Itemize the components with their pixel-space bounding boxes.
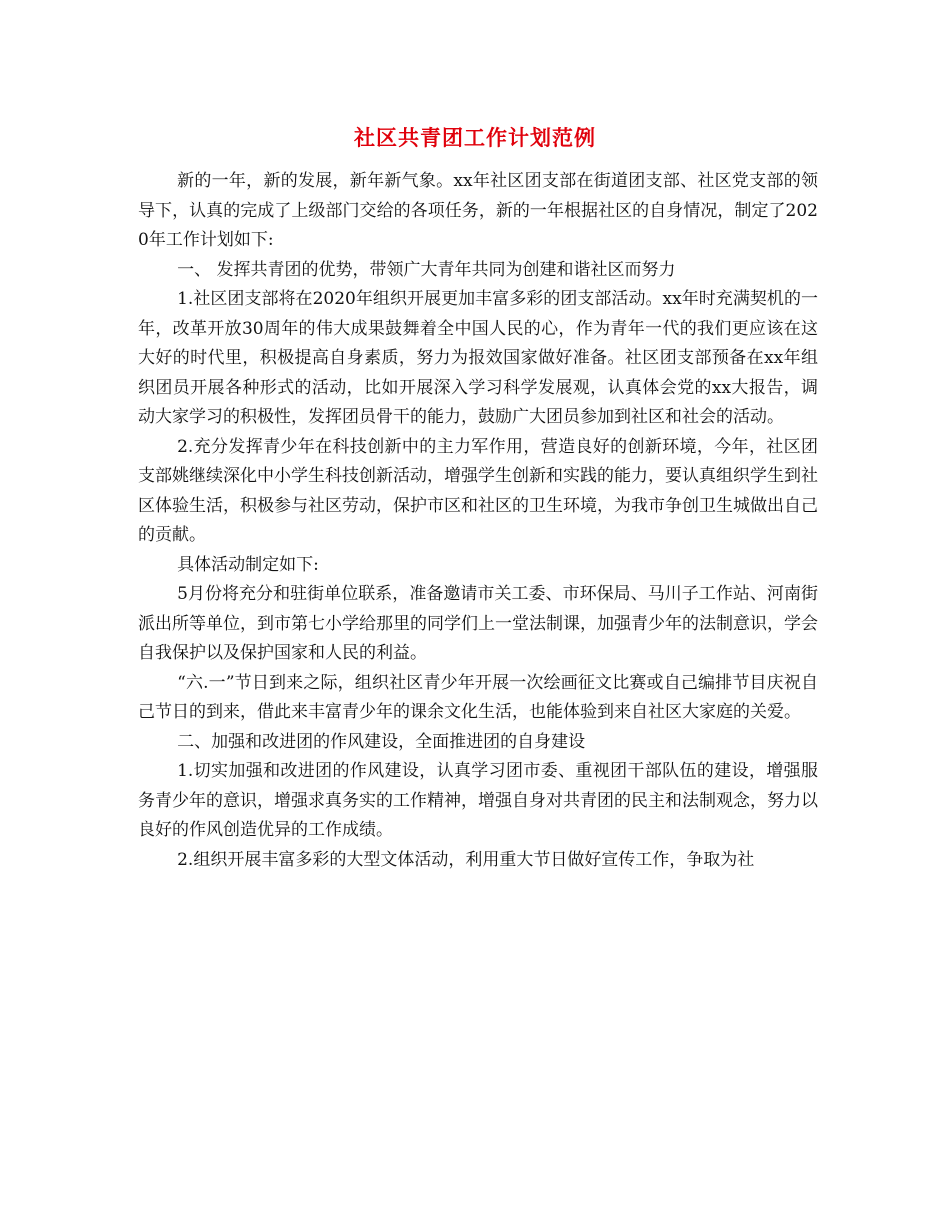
heading-section-2: 二、加强和改进团的作风建设，全面推进团的自身建设 xyxy=(177,731,586,752)
paragraph-2-2: 2.组织开展丰富多彩的大型文体活动，利用重大节日做好宣传工作，争取为社 xyxy=(177,849,755,870)
paragraph-2-1: 1.切实加强和改进团的作风建设，认真学习团市委、重视团干部队伍的建设，增强服务青少年的意识，增强求真务实的工作精神，增强自身对共青团的民主和法制观念，努力以良好的作风创造优异的工作成绩。 xyxy=(138,761,818,840)
paragraph-activities-heading: 具体活动制定如下: xyxy=(177,554,319,575)
paragraph-1-2: 2.充分发挥青少年在科技创新中的主力军作用，营造良好的创新环境，今年，社区团支部姚继续深化中小学生科技创新活动，增强学生创新和实践的能力，要认真组织学生到社区体验生活，积极参与社区劳动，保护市区和社区的卫生环境，为我市争创卫生城做出自己的贡献。 xyxy=(138,436,818,545)
paragraph-may-activity: 5月份将充分和驻街单位联系，准备邀请市关工委、市环保局、马川子工作站、河南街派出所等单位，到市第七小学给那里的同学们上一堂法制课，加强青少年的法制意识，学会自我保护以及保护国家和人民的利益。 xyxy=(138,584,818,663)
paragraph-june-activity: “六.一”节日到来之际，组织社区青少年开展一次绘画征文比赛或自己编排节目庆祝自己节日的到来，借此来丰富青少年的课余文化生活，也能体验到来自社区大家庭的关爱。 xyxy=(138,672,818,722)
heading-section-1: 一、 发挥共青团的优势，带领广大青年共同为创建和谐社区而努力 xyxy=(177,259,676,280)
document-title: 社区共青团工作计划范例 xyxy=(354,126,596,150)
document-body xyxy=(138,167,818,875)
paragraph-1-1: 1.社区团支部将在2020年组织开展更加丰富多彩的团支部活动。xx年时充满契机的一年，改革开放30周年的伟大成果鼓舞着全中国人民的心，作为青年一代的我们更应该在这大好的时代里，积极提高自身素质，努力为报效国家做好准备。社区团支部预备在xx年组织团员开展各种形式的活动，比如开展深入学习科学发展观，认真体会党的xx大报告，调动大家学习的积极性，发挥团员骨干的能力，鼓励广大团员参加到社区和社会的活动。 xyxy=(138,289,818,427)
paragraph-intro: 新的一年，新的发展，新年新气象。xx年社区团支部在街道团支部、社区党支部的领导下，认真的完成了上级部门交给的各项任务，新的一年根据社区的自身情况，制定了2020年工作计划如下: xyxy=(138,171,818,250)
